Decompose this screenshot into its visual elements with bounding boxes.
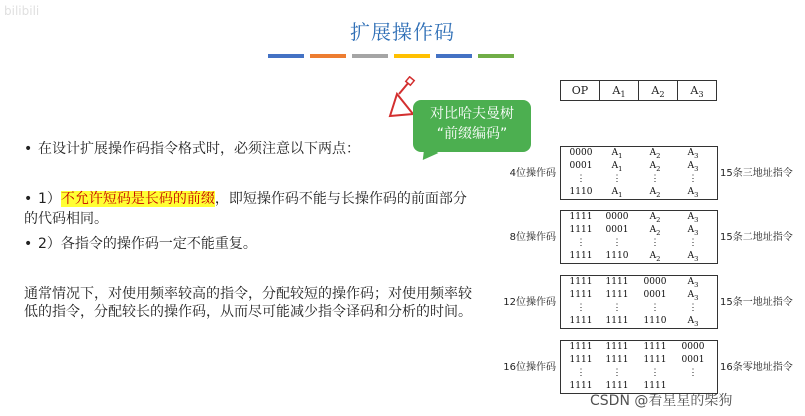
opcode-group-box	[560, 146, 718, 200]
opcode-cell: 1111	[643, 355, 667, 365]
opcode-cell: 1111	[569, 355, 593, 365]
header-field: $A_1$	[600, 81, 639, 100]
opcode-cell: 0000	[605, 212, 629, 222]
opcode-cell: $A_3$	[687, 290, 699, 302]
instruction-count-label: 15条三地址指令	[720, 168, 793, 179]
opcode-cell: ⋮	[612, 174, 622, 184]
opcode-cell: ⋮	[650, 368, 660, 378]
opcode-cell: ⋮	[688, 303, 698, 313]
opcode-cell: $A_1$	[611, 187, 623, 199]
bullet-dot-icon: •	[24, 236, 33, 252]
title-accent-bars	[268, 54, 514, 58]
csdn-watermark: CSDN @看星星的柴狗	[590, 393, 733, 409]
opcode-cell: ⋮	[688, 174, 698, 184]
opcode-cell: 1111	[569, 212, 593, 222]
opcode-cell: $A_3$	[687, 251, 699, 263]
bullet-dot-icon: •	[24, 141, 33, 157]
opcode-cell: 0001	[569, 161, 593, 171]
accent-bar	[352, 54, 388, 58]
bullet-rule-1	[24, 189, 479, 229]
opcode-cell: $A_3$	[687, 148, 699, 160]
opcode-cell: 0000	[569, 148, 593, 158]
explanation-paragraph: 通常情况下，对使用频率较高的指令，分配较短的操作码；对使用频率较低的指令，分配较长的操作码，从而尽可能减少指令译码和分析的时间。	[24, 286, 472, 320]
opcode-cell: $A_2$	[649, 212, 661, 224]
opcode-cell: 1111	[569, 342, 593, 352]
opcode-length-label: 16位操作码	[503, 362, 556, 373]
header-field: $A_3$	[690, 84, 704, 100]
opcode-group-box	[560, 340, 718, 394]
opcode-cell: 1111	[643, 381, 667, 391]
opcode-cell: 1111	[605, 381, 629, 391]
opcode-cell: $A_2$	[649, 148, 661, 160]
opcode-length-label: 12位操作码	[503, 297, 556, 308]
opcode-cell: ⋮	[576, 303, 586, 313]
opcode-cell: ⋮	[650, 174, 660, 184]
callout-bubble	[413, 100, 531, 152]
bullet-dot-icon: •	[24, 191, 33, 207]
opcode-cell: 1111	[569, 251, 593, 261]
opcode-cell: 0001	[681, 355, 705, 365]
accent-bar	[310, 54, 346, 58]
opcode-cell: 1111	[569, 290, 593, 300]
opcode-cell: ⋮	[576, 174, 586, 184]
accent-bar	[394, 54, 430, 58]
header-field: $A_2$	[639, 81, 678, 100]
opcode-cell: ⋮	[650, 303, 660, 313]
slide-title: 扩展操作码	[350, 20, 455, 44]
instruction-count-label: 15条二地址指令	[720, 232, 793, 243]
opcode-cell: $A_3$	[687, 187, 699, 199]
opcode-cell: ⋮	[612, 238, 622, 248]
opcode-cell: $A_2$	[649, 225, 661, 237]
opcode-cell: 1111	[569, 316, 593, 326]
opcode-cell: ⋮	[576, 238, 586, 248]
opcode-group-box	[560, 210, 718, 264]
accent-bar	[268, 54, 304, 58]
opcode-cell: ⋮	[688, 238, 698, 248]
accent-bar	[478, 54, 514, 58]
instruction-format-header	[560, 80, 717, 101]
opcode-cell: 1111	[605, 342, 629, 352]
opcode-group-box	[560, 275, 718, 329]
rule-1-prefix: 1）	[38, 191, 61, 207]
opcode-cell: ⋮	[576, 368, 586, 378]
accent-bar	[436, 54, 472, 58]
opcode-cell: 1110	[643, 316, 667, 326]
opcode-cell: $A_3$	[687, 225, 699, 237]
opcode-cell: $A_1$	[611, 148, 623, 160]
opcode-cell: ⋮	[650, 238, 660, 248]
opcode-cell: 0000	[643, 277, 667, 287]
opcode-cell: 1111	[605, 316, 629, 326]
header-field: OP	[561, 81, 600, 100]
callout-line-2: “前缀编码”	[436, 126, 508, 142]
opcode-cell: $A_2$	[649, 187, 661, 199]
opcode-cell: 1111	[569, 225, 593, 235]
opcode-cell: 1111	[643, 342, 667, 352]
opcode-cell: 1110	[569, 187, 593, 197]
opcode-cell: 0000	[681, 342, 705, 352]
rule-2-text: 2）各指令的操作码一定不能重复。	[38, 236, 257, 252]
opcode-length-label: 8位操作码	[509, 232, 556, 243]
bullet-intro-text: 在设计扩展操作码指令格式时，必须注意以下两点：	[38, 141, 360, 157]
opcode-cell: 1111	[605, 277, 629, 287]
rule-1-highlight: 不允许短码是长码的前缀	[60, 191, 215, 207]
instruction-count-label: 15条一地址指令	[720, 297, 793, 308]
opcode-cell: ⋮	[612, 368, 622, 378]
opcode-cell: $A_3$	[687, 277, 699, 289]
opcode-cell: ⋮	[612, 303, 622, 313]
instruction-count-label: 16条零地址指令	[720, 362, 793, 373]
opcode-cell: 1111	[605, 355, 629, 365]
opcode-cell: $A_3$	[687, 161, 699, 173]
opcode-cell: 1111	[569, 381, 593, 391]
callout-line-1: 对比哈夫曼树	[430, 106, 514, 122]
opcode-cell: $A_3$	[687, 316, 699, 328]
rule-1-rest: ，即短操作码不能与长操作码的前面部分的代码相同。	[24, 191, 467, 227]
opcode-cell: $A_2$	[649, 251, 661, 263]
opcode-cell: 1111	[569, 277, 593, 287]
opcode-cell: $A_2$	[649, 161, 661, 173]
opcode-cell: 1110	[605, 251, 629, 261]
opcode-cell: $A_3$	[687, 212, 699, 224]
opcode-cell: 1111	[605, 290, 629, 300]
bullet-intro	[24, 139, 360, 159]
bilibili-watermark: bilibili	[4, 4, 40, 18]
opcode-cell: 0001	[605, 225, 629, 235]
opcode-cell: 0001	[643, 290, 667, 300]
opcode-cell: ⋮	[688, 368, 698, 378]
bullet-rule-2	[24, 234, 257, 254]
opcode-length-label: 4位操作码	[509, 168, 556, 179]
opcode-cell: $A_1$	[611, 161, 623, 173]
